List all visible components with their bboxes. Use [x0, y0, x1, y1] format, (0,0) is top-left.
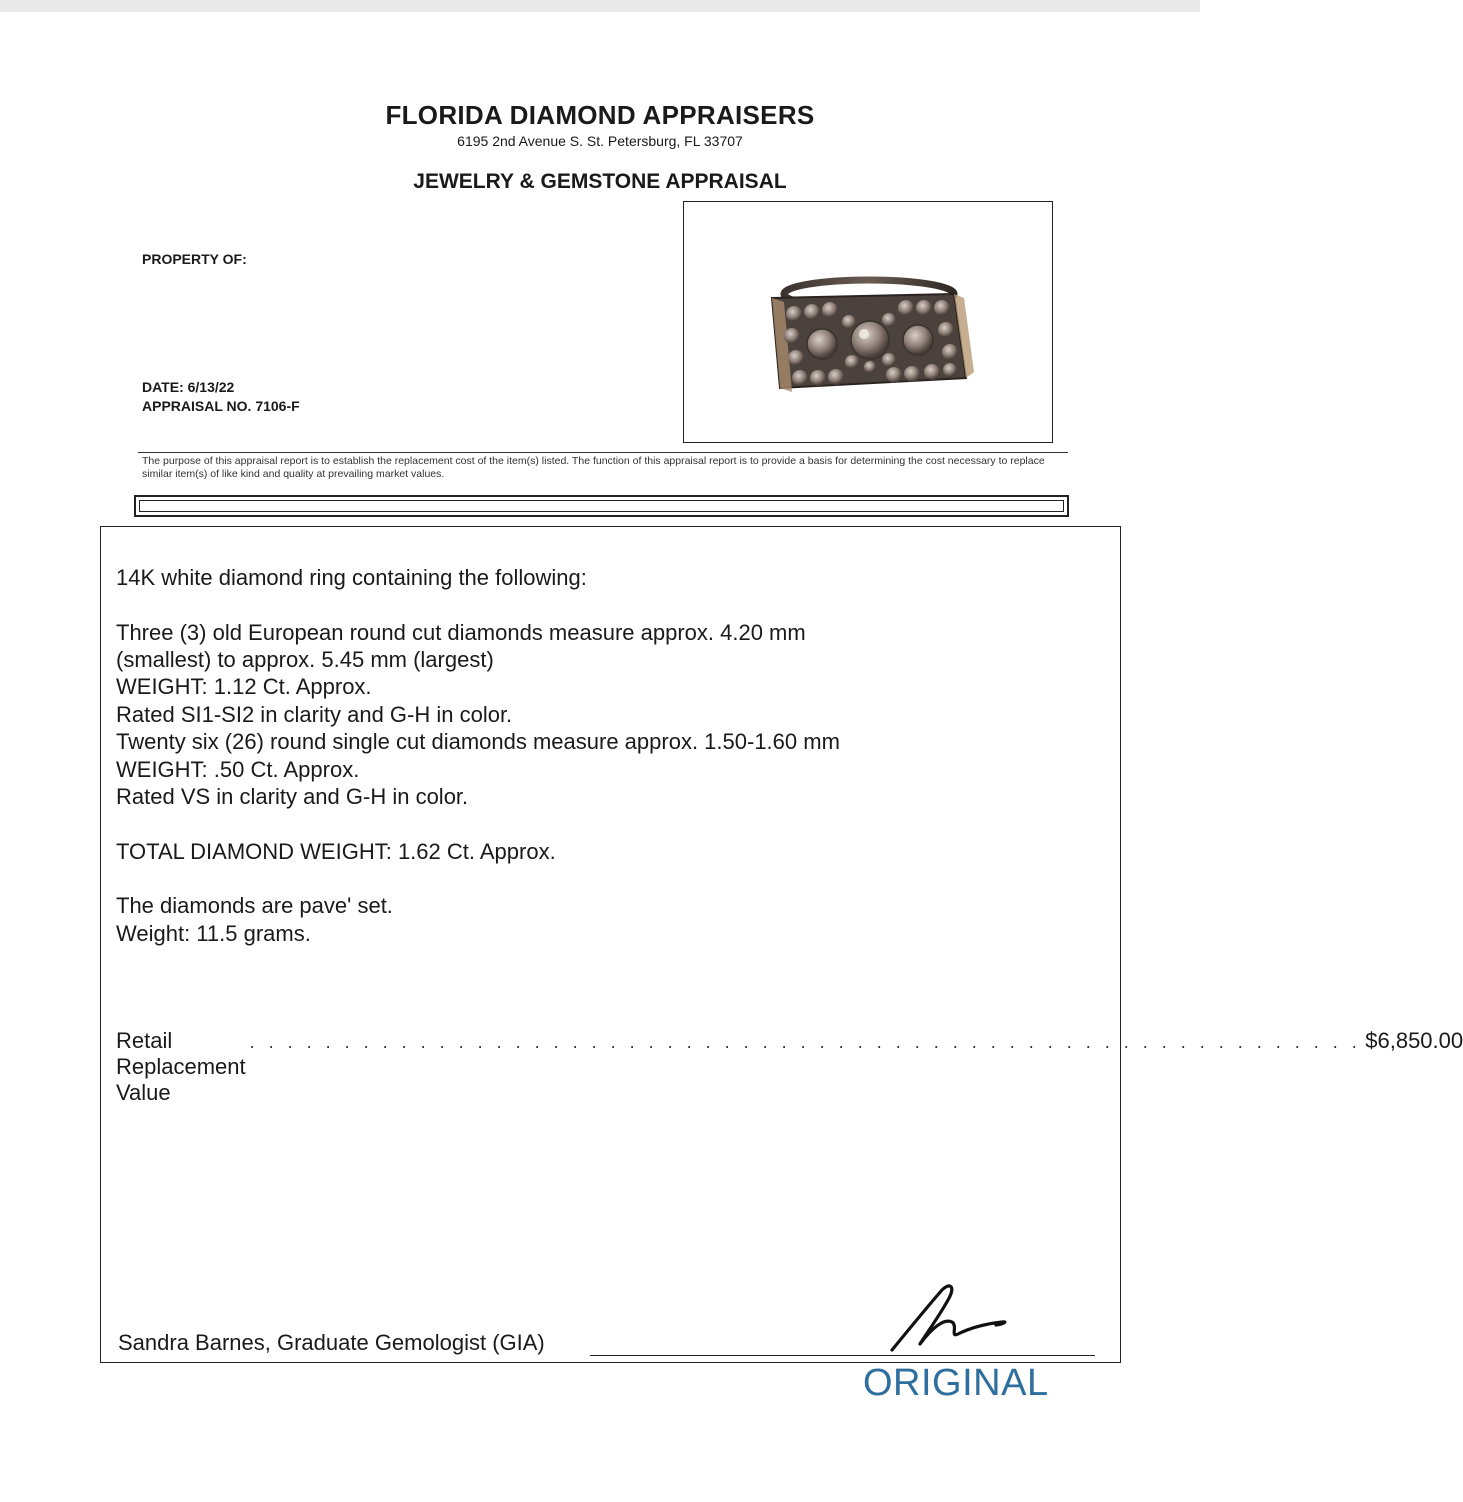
leader-dots: . . . . . . . . . . . . . . . . . . . . . . . . . . . . . . . . . . . . . . . . . . . . . . . . . . . . . . . . . . . [249, 1032, 1362, 1052]
appraisal-date: DATE: 6/13/22 [142, 379, 235, 395]
divider-rule [138, 452, 1068, 453]
appraiser-name: Sandra Barnes, Graduate Gemologist (GIA) [118, 1330, 545, 1355]
description-line: Twenty six (26) round single cut diamonds measure approx. 1.50-1.60 mm [116, 729, 840, 754]
scan-top-edge [0, 0, 1200, 12]
purpose-statement: The purpose of this appraisal report is to establish the replacement cost of the item(s) listed. The function of this appraisal report is to provide a basis for determining the cost necessary to replace similar item(s) of like kind and quality at prevailing market values. [142, 455, 1045, 480]
retail-value-label: Retail Replacement Value [116, 1028, 246, 1105]
retail-value-row [116, 1028, 1463, 1106]
double-border-bar [134, 495, 1069, 517]
ring-photo [684, 202, 1051, 441]
handwritten-signature [880, 1278, 1020, 1358]
item-weight: Weight: 11.5 grams. [116, 921, 311, 946]
description-line: WEIGHT: .50 Ct. Approx. [116, 757, 360, 782]
company-name: FLORIDA DIAMOND APPRAISERS [385, 100, 815, 130]
item-intro: 14K white diamond ring containing the following: [116, 565, 587, 590]
retail-value-amount: $6,850.00 [1365, 1028, 1463, 1053]
property-of-label: PROPERTY OF: [142, 251, 247, 267]
description-line: (smallest) to approx. 5.45 mm (largest) [116, 647, 494, 672]
description-line: Rated VS in clarity and G-H in color. [116, 784, 469, 809]
description-line: Rated SI1-SI2 in clarity and G-H in color. [116, 702, 513, 727]
company-address: 6195 2nd Avenue S. St. Petersburg, FL 33707 [457, 133, 743, 149]
item-photo-frame [683, 201, 1053, 443]
original-stamp: ORIGINAL [863, 1362, 1049, 1404]
total-diamond-weight: TOTAL DIAMOND WEIGHT: 1.62 Ct. Approx. [116, 839, 556, 864]
setting-description: The diamonds are pave' set. [116, 893, 393, 918]
appraisal-number: APPRAISAL NO. 7106-F [142, 398, 300, 414]
report-title: JEWELRY & GEMSTONE APPRAISAL [413, 170, 787, 193]
description-line: Three (3) old European round cut diamonds measure approx. 4.20 mm [116, 620, 806, 645]
description-line: WEIGHT: 1.12 Ct. Approx. [116, 674, 372, 699]
